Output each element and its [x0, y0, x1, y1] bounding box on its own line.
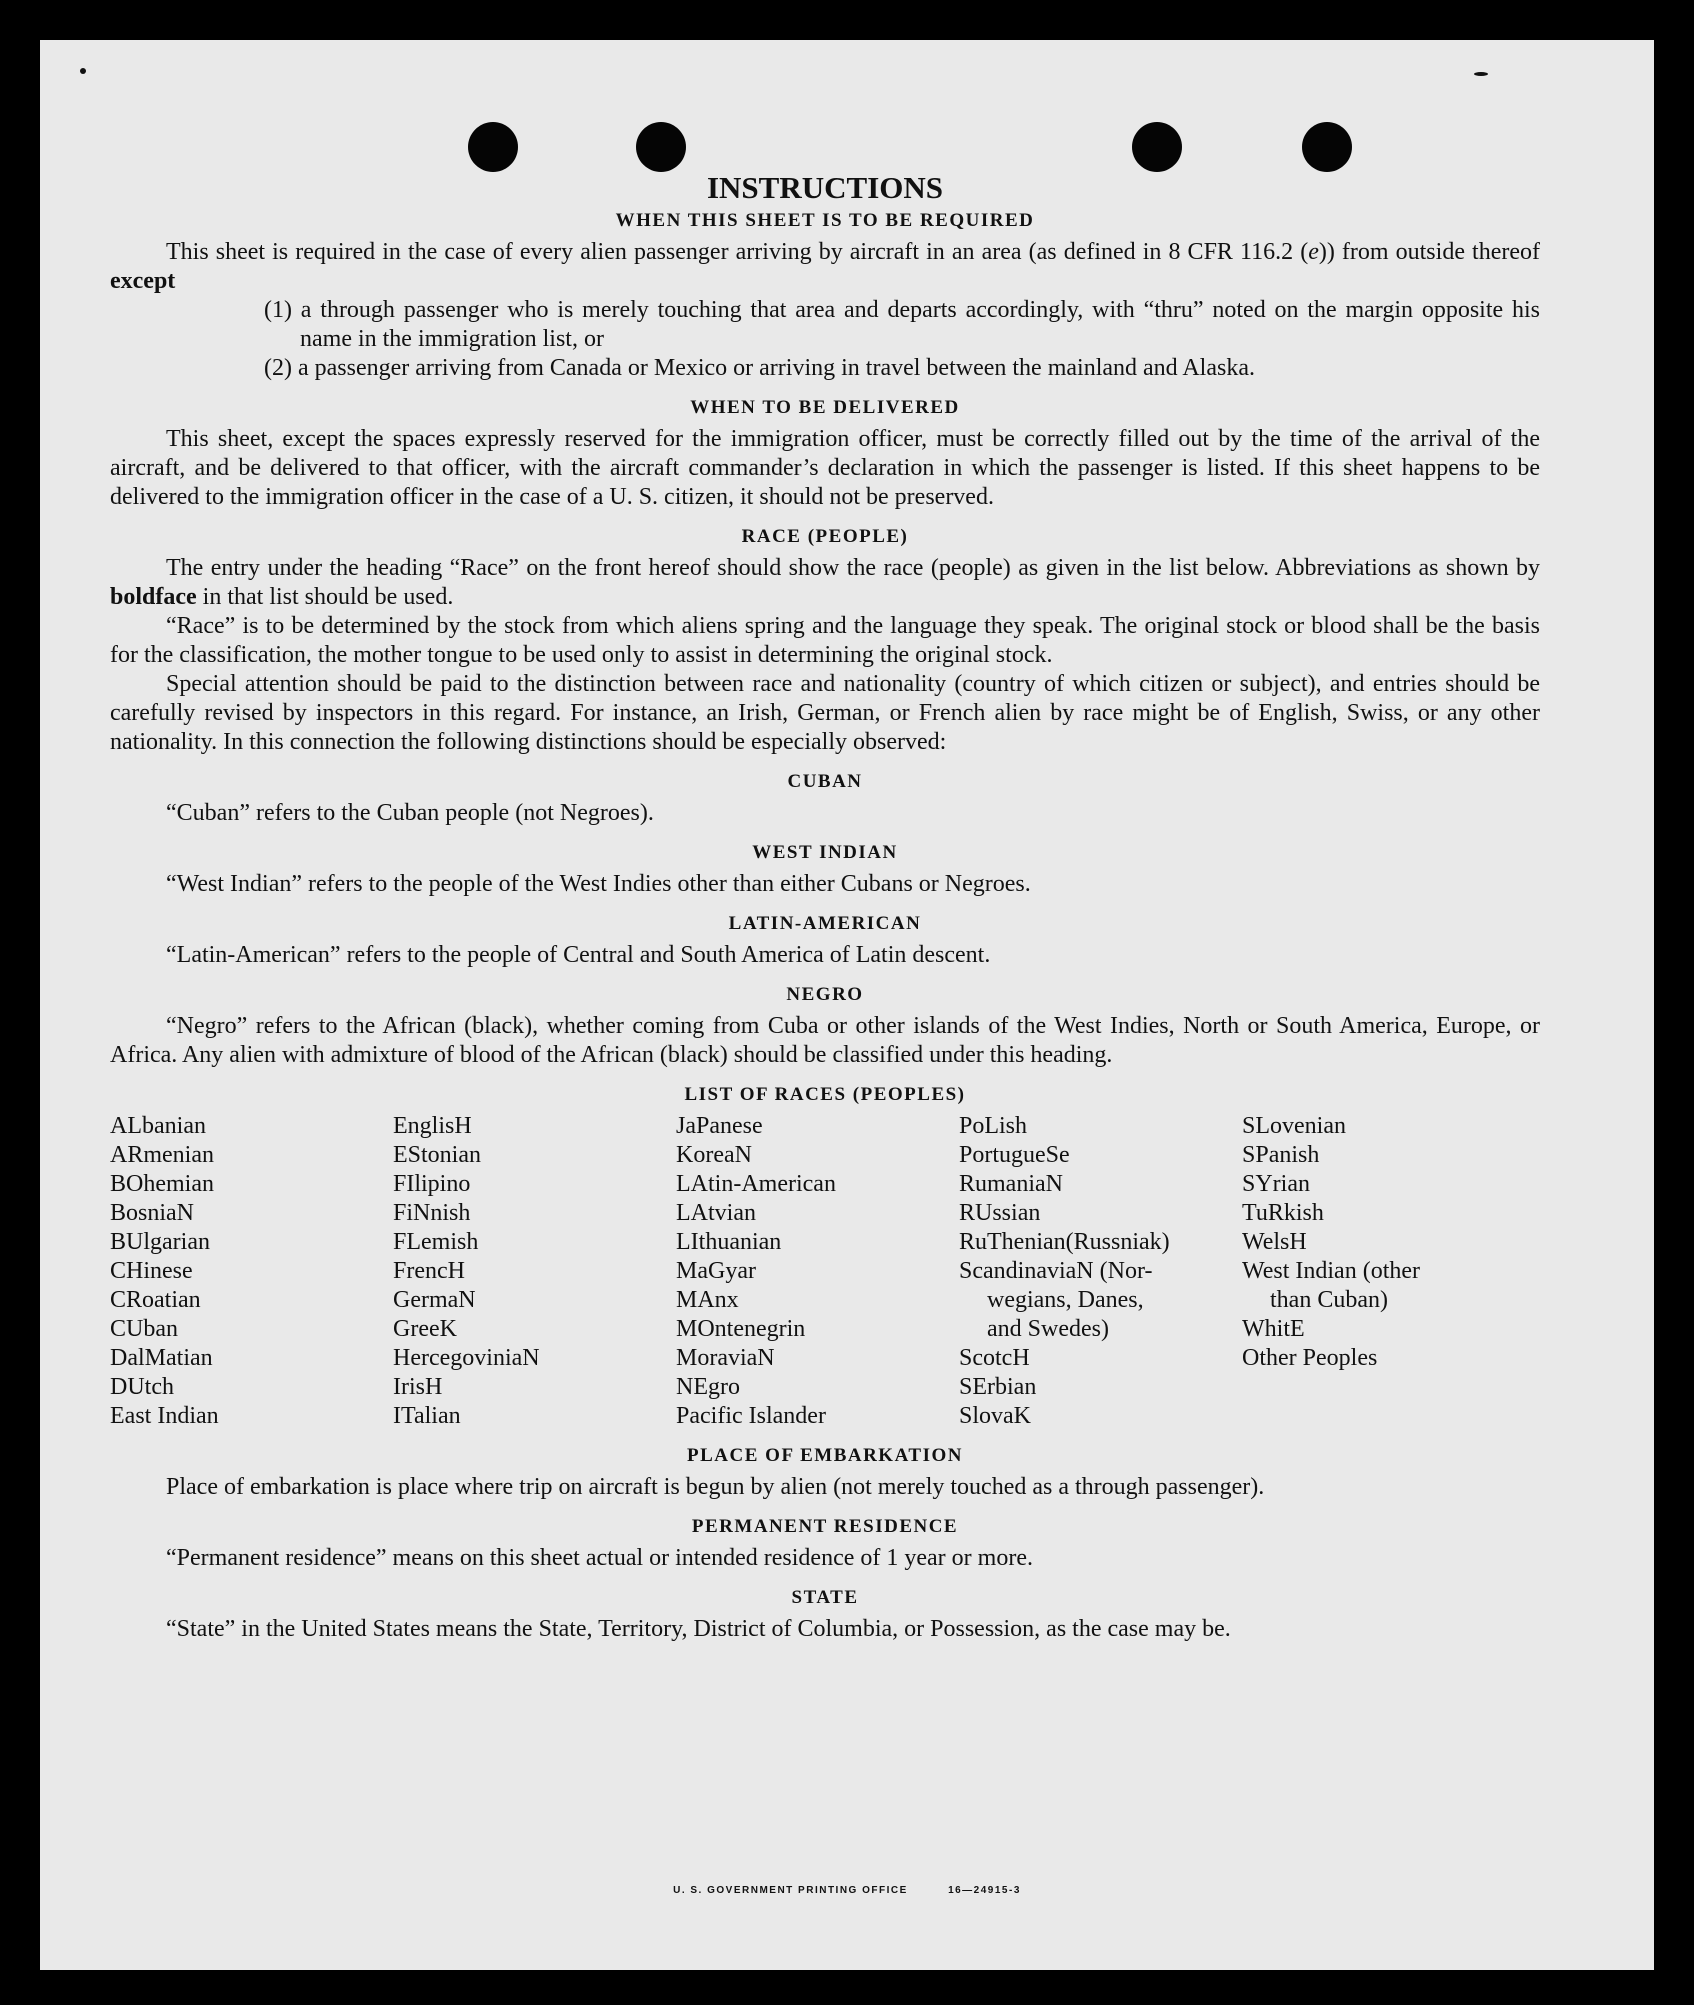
race-entry: BosniaN	[110, 1200, 194, 1226]
exception-item-1: (1) a through passenger who is merely touching that area and departs accordingly, with “thru” noted on the margin opposite his name in the immigration list, or	[264, 297, 1540, 352]
printer-name: U. S. GOVERNMENT PRINTING OFFICE	[673, 1885, 908, 1896]
race-entry: LIthuanian	[676, 1229, 782, 1255]
punch-hole	[1132, 122, 1182, 172]
race-paragraph-3: Special attention should be paid to the distinction between race and nationality (country of which citizen or subject), and entries should be carefully revised by inspectors in this regard. For instance, an Irish, German, or French alien by race might be of English, Swiss, or any other nationality. In this connection the following distinctions should be especially observed:	[110, 671, 1540, 755]
race-entry: WelsH	[1242, 1229, 1307, 1255]
residence-paragraph: “Permanent residence” means on this sheet actual or intended residence of 1 year or more.	[166, 1545, 1033, 1571]
race-entry: CUban	[110, 1316, 178, 1342]
punch-hole	[468, 122, 518, 172]
race-entry: IrisH	[393, 1374, 443, 1400]
race-entry: DalMatian	[110, 1345, 213, 1371]
races-column	[959, 1112, 1242, 1431]
race-entry: SYrian	[1242, 1171, 1310, 1197]
punch-hole	[1302, 122, 1352, 172]
race-entry: CRoatian	[110, 1287, 201, 1313]
race-entry: BOhemian	[110, 1171, 214, 1197]
latin-american-paragraph: “Latin-American” refers to the people of Central and South America of Latin descent.	[166, 942, 991, 968]
race-entry: SPanish	[1242, 1142, 1320, 1168]
race-entry: West Indian (other	[1242, 1258, 1421, 1284]
section-heading-negro: NEGRO	[786, 984, 864, 1005]
race-entry: NEgro	[676, 1374, 740, 1400]
cuban-paragraph: “Cuban” refers to the Cuban people (not Negroes).	[166, 800, 654, 826]
race-paragraph-2: “Race” is to be determined by the stock from which aliens spring and the language they speak. The original stock or blood shall be the basis for the classification, the mother tongue to be used only to assist in determining the original stock.	[110, 613, 1540, 668]
race-entry: RUssian	[959, 1200, 1041, 1226]
race-paragraph-1: The entry under the heading “Race” on the front hereof should show the race (people) as given in the list below. Abbreviations as shown by boldface in that list should be used.	[110, 555, 1540, 610]
race-entry: ITalian	[393, 1403, 461, 1429]
race-entry: MOntenegrin	[676, 1316, 806, 1342]
speck	[80, 68, 86, 74]
section-heading-when-required: WHEN THIS SHEET IS TO BE REQUIRED	[615, 210, 1035, 231]
race-entry: MAnx	[676, 1287, 739, 1313]
races-column	[676, 1112, 959, 1431]
section-heading-list-of-races: LIST OF RACES (PEOPLES)	[684, 1084, 966, 1105]
race-entry: ScandinaviaN (Nor-	[959, 1258, 1153, 1284]
race-entry: RuThenian(Russniak)	[959, 1229, 1170, 1255]
race-entry: wegians, Danes,	[987, 1287, 1144, 1313]
race-entry: GermaN	[393, 1287, 476, 1313]
race-entry: WhitE	[1242, 1316, 1305, 1342]
race-entry: LAtin-American	[676, 1171, 836, 1197]
race-entry: MoraviaN	[676, 1345, 775, 1371]
race-entry: FLemish	[393, 1229, 479, 1255]
when-required-paragraph: This sheet is required in the case of every alien passenger arriving by aircraft in an area (as defined in 8 CFR 116.2 (e)) from outside thereof except	[110, 239, 1540, 294]
printer-footer	[40, 1885, 1654, 1896]
race-entry: Other Peoples	[1242, 1345, 1378, 1371]
race-entry: East Indian	[110, 1403, 219, 1429]
races-column	[1242, 1112, 1525, 1431]
speck	[1474, 72, 1488, 76]
embarkation-paragraph: Place of embarkation is place where trip on aircraft is begun by alien (not merely touched as a through passenger).	[166, 1474, 1265, 1500]
race-entry: ARmenian	[110, 1142, 214, 1168]
races-column	[110, 1112, 393, 1431]
races-list	[110, 1112, 1540, 1431]
race-entry: ALbanian	[110, 1113, 206, 1139]
section-heading-when-delivered: WHEN TO BE DELIVERED	[690, 397, 960, 418]
race-entry: than Cuban)	[1270, 1287, 1388, 1313]
race-entry: CHinese	[110, 1258, 193, 1284]
race-entry: GreeK	[393, 1316, 457, 1342]
page-title: INSTRUCTIONS	[706, 170, 943, 205]
race-entry: Pacific Islander	[676, 1403, 826, 1429]
race-entry: HercegoviniaN	[393, 1345, 540, 1371]
section-heading-permanent-residence: PERMANENT RESIDENCE	[691, 1516, 959, 1537]
section-heading-race: RACE (PEOPLE)	[741, 526, 909, 547]
section-heading-west-indian: WEST INDIAN	[752, 842, 898, 863]
race-entry: LAtvian	[676, 1200, 756, 1226]
race-entry: RumaniaN	[959, 1171, 1063, 1197]
instructions-body	[110, 170, 1540, 1644]
section-heading-embarkation: PLACE OF EMBARKATION	[687, 1445, 963, 1466]
west-indian-paragraph: “West Indian” refers to the people of the West Indies other than either Cubans or Negroes.	[166, 871, 1031, 897]
section-heading-latin-american: LATIN-AMERICAN	[728, 913, 922, 934]
race-entry: EStonian	[393, 1142, 481, 1168]
document-page	[40, 40, 1654, 1970]
race-entry: DUtch	[110, 1374, 174, 1400]
race-entry: FiNnish	[393, 1200, 471, 1226]
race-entry: FIlipino	[393, 1171, 471, 1197]
form-number: 16—24915-3	[948, 1885, 1021, 1896]
race-entry: and Swedes)	[987, 1316, 1109, 1342]
race-entry: SlovaK	[959, 1403, 1031, 1429]
when-delivered-paragraph: This sheet, except the spaces expressly reserved for the immigration officer, must be correctly filled out by the time of the arrival of the aircraft, and be delivered to that officer, with the aircraft commander’s declaration in which the passenger is listed. If this sheet happens to be delivered to the immigration officer in the case of a U. S. citizen, it should not be preserved.	[110, 426, 1540, 510]
exception-item-2: (2) a passenger arriving from Canada or Mexico or arriving in travel between the mainland and Alaska.	[264, 355, 1255, 381]
race-entry: BUlgarian	[110, 1229, 210, 1255]
race-entry: PortugueSe	[959, 1142, 1070, 1168]
race-entry: SLovenian	[1242, 1113, 1346, 1139]
negro-paragraph: “Negro” refers to the African (black), whether coming from Cuba or other islands of the West Indies, North or South America, Europe, or Africa. Any alien with admixture of blood of the African (black) should be classified under this heading.	[110, 1013, 1540, 1068]
race-entry: TuRkish	[1242, 1200, 1324, 1226]
section-heading-cuban: CUBAN	[787, 771, 863, 792]
race-entry: JaPanese	[676, 1113, 763, 1139]
section-heading-state: STATE	[791, 1587, 859, 1608]
race-entry: KoreaN	[676, 1142, 752, 1168]
race-entry: PoLish	[959, 1113, 1028, 1139]
race-entry: FrencH	[393, 1258, 465, 1284]
race-entry: MaGyar	[676, 1258, 756, 1284]
punch-hole	[636, 122, 686, 172]
race-entry: EnglisH	[393, 1113, 472, 1139]
race-entry: SErbian	[959, 1374, 1037, 1400]
state-paragraph: “State” in the United States means the State, Territory, District of Columbia, or Possession, as the case may be.	[166, 1616, 1231, 1642]
race-entry: ScotcH	[959, 1345, 1030, 1371]
races-column	[393, 1112, 676, 1431]
